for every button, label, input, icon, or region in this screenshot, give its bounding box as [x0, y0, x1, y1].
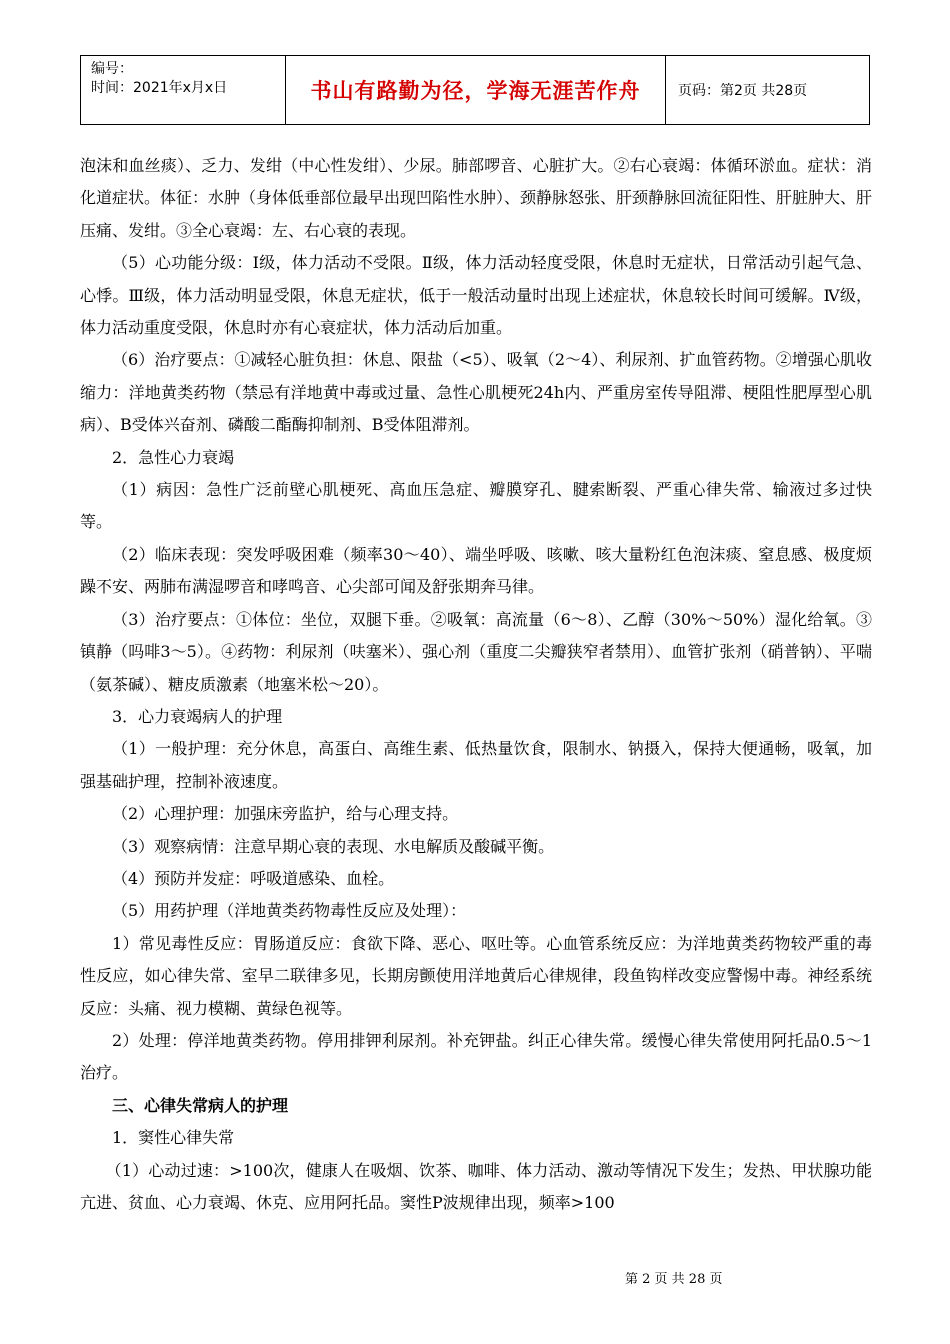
paragraph: （1）病因：急性广泛前壁心肌梗死、高血压急症、瓣膜穿孔、腱索断裂、严重心律失常、输液过多过快等。 [80, 480, 872, 532]
paragraph: （5）用药护理（洋地黄类药物毒性反应及处理）： [112, 901, 467, 921]
paragraph: （5）心功能分级：Ⅰ级，体力活动不受限。Ⅱ级，体力活动轻度受限，休息时无症状，日常活动引起气急、心悸。Ⅲ级，体力活动明显受限，休息无症状，低于一般活动量时出现上述症状，休息较长时间可缓解。Ⅳ级，体力活动重度受限，休息时亦有心衰症状，体力活动后加重。 [80, 253, 872, 338]
header-slogan: 书山有路勤为径，学海无涯苦作舟 [286, 56, 666, 124]
section-heading: 2．急性心力衰竭 [112, 447, 235, 467]
page-footer: 第 2 页 共 28 页 [625, 1272, 723, 1287]
paragraph: 1）常见毒性反应：胃肠道反应：食欲下降、恶心、呕吐等。心血管系统反应：为洋地黄类药物较严重的毒性反应，如心律失常、室早二联律多见，长期房颤使用洋地黄后心律规律，段鱼钩样改变应警惕中毒。神经系统反应：头痛、视力模糊、黄绿色视等。 [80, 933, 872, 1018]
paragraph: （3）治疗要点：①体位：坐位，双腿下垂。②吸氧：高流量（6～8）、乙醇（30%～50%）湿化给氧。③镇静（吗啡3～5）。④药物：利尿剂（呋塞米）、强心剂（重度二尖瓣狭窄者禁用）、血管扩张剂（硝普钠）、平喘（氨茶碱）、糖皮质激素（地塞米松～20）。 [80, 609, 872, 694]
paragraph: （1）一般护理：充分休息，高蛋白、高维生素、低热量饮食，限制水、钠摄入，保持大便通畅，吸氧，加强基础护理，控制补液速度。 [80, 739, 872, 791]
header-table [80, 55, 870, 125]
header-meta-cell [81, 56, 286, 124]
section-heading: 1．窦性心律失常 [112, 1128, 235, 1148]
paragraph: （1）心动过速：>100次，健康人在吸烟、饮茶、咖啡、体力活动、激动等情况下发生；发热、甲状腺功能亢进、贫血、心力衰竭、休克、应用阿托品。窦性P波规律出现，频率>100 [80, 1160, 872, 1212]
chapter-heading: 三、心律失常病人的护理 [112, 1095, 289, 1115]
document-time-label: 时间：2021年x月x日 [91, 80, 228, 96]
paragraph: （2）心理护理：加强床旁监护，给与心理支持。 [112, 804, 459, 824]
paragraph: （2）临床表现：突发呼吸困难（频率30～40）、端坐呼吸、咳嗽、咳大量粉红色泡沫痰、窒息感、极度烦躁不安、两肺布满湿啰音和哮鸣音、心尖部可闻及舒张期奔马律。 [80, 544, 872, 597]
section-heading: 3．心力衰竭病人的护理 [112, 706, 283, 726]
header-page-info: 页码：第2页 共28页 [678, 83, 808, 99]
document-body [80, 150, 872, 1219]
paragraph: 2）处理：停洋地黄类药物。停用排钾利尿剂。补充钾盐。纠正心律失常。缓慢心律失常使用阿托品0.5～1治疗。 [80, 1030, 872, 1083]
paragraph: 泡沫和血丝痰）、乏力、发绀（中心性发绀）、少尿。肺部啰音、心脏扩大。②右心衰竭：体循环淤血。症状：消化道症状。体征：水肿（身体低垂部位最早出现凹陷性水肿）、颈静脉怒张、肝颈静脉回流征阳性、肝脏肿大、肝压痛、发绀。③全心衰竭：左、右心衰的表现。 [80, 156, 873, 240]
paragraph: （4）预防并发症：呼吸道感染、血栓。 [112, 868, 395, 888]
paragraph: （6）治疗要点：①减轻心脏负担：休息、限盐（<5）、吸氧（2～4）、利尿剂、扩血管药物。②增强心肌收缩力：洋地黄类药物（禁忌有洋地黄中毒或过量、急性心肌梗死24h内、严重房室传导阻滞、梗阻性肥厚型心肌病）、B受体兴奋剂、磷酸二酯酶抑制剂、B受体阻滞剂。 [80, 350, 872, 435]
paragraph: （3）观察病情：注意早期心衰的表现、水电解质及酸碱平衡。 [112, 836, 555, 856]
document-number-label: 编号： [91, 61, 133, 77]
